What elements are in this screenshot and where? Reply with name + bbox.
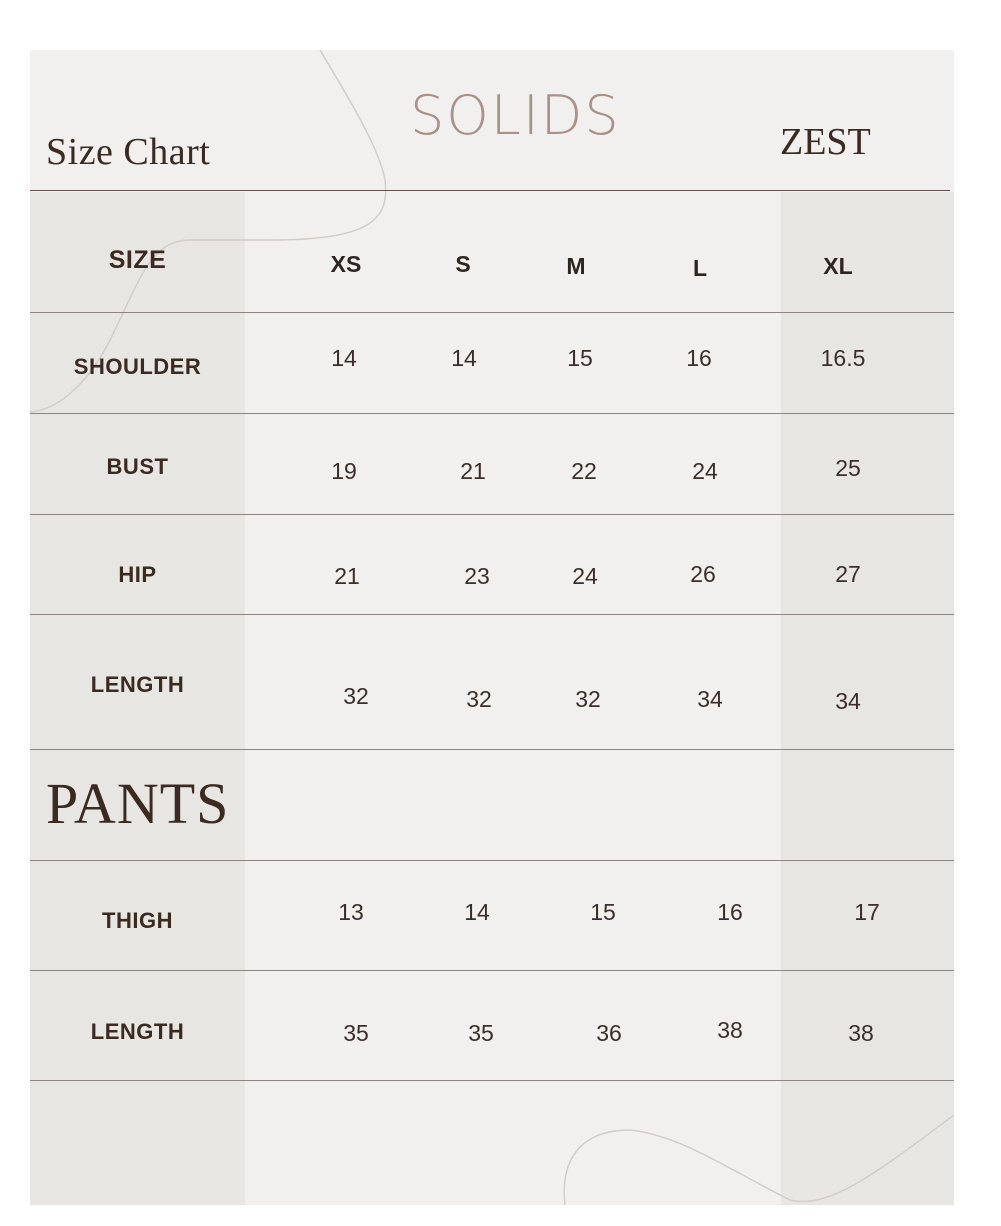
size-chart-title: Size Chart bbox=[46, 131, 211, 173]
table-cell: 14 bbox=[464, 899, 490, 925]
table-cell: 32 bbox=[575, 686, 601, 712]
table-cell: 35 bbox=[343, 1020, 369, 1046]
table-cell: 21 bbox=[334, 563, 360, 589]
table-cell: 34 bbox=[697, 686, 723, 712]
table-cell: 17 bbox=[854, 899, 880, 925]
size-xl-header: XL bbox=[823, 253, 853, 279]
row-divider bbox=[30, 514, 954, 515]
size-header-label: SIZE bbox=[108, 246, 167, 274]
table-cell: 16 bbox=[686, 345, 712, 371]
row-label-pants-length: LENGTH bbox=[90, 1019, 185, 1044]
table-cell: 16 bbox=[717, 899, 743, 925]
table-cell: 13 bbox=[338, 899, 364, 925]
row-divider bbox=[30, 614, 954, 615]
table-cell: 26 bbox=[690, 561, 716, 587]
row-label-shoulder: SHOULDER bbox=[73, 354, 202, 379]
table-cell: 24 bbox=[572, 563, 598, 589]
table-cell: 27 bbox=[835, 561, 861, 587]
row-divider bbox=[30, 1080, 954, 1081]
size-xs-header: XS bbox=[330, 251, 362, 277]
size-m-header: M bbox=[566, 253, 586, 279]
table-cell: 15 bbox=[567, 345, 593, 371]
table-cell: 19 bbox=[331, 458, 357, 484]
size-chart-card bbox=[30, 50, 954, 1205]
table-cell: 25 bbox=[835, 455, 861, 481]
table-cell: 38 bbox=[717, 1017, 743, 1043]
table-cell: 24 bbox=[692, 458, 718, 484]
row-divider bbox=[30, 860, 954, 861]
table-cell: 36 bbox=[596, 1020, 622, 1046]
row-label-thigh: THIGH bbox=[102, 908, 173, 933]
pants-section-title: PANTS bbox=[46, 771, 230, 836]
collection-title: ZEST bbox=[780, 121, 871, 163]
table-cell: 35 bbox=[468, 1020, 494, 1046]
table-cell: 15 bbox=[590, 899, 616, 925]
brand-logo: SOLIDS bbox=[410, 84, 621, 147]
table-cell: 34 bbox=[835, 688, 861, 714]
header-divider bbox=[30, 190, 950, 191]
table-cell: 14 bbox=[451, 345, 477, 371]
table-cell: 16.5 bbox=[820, 345, 866, 371]
table-cell: 38 bbox=[848, 1020, 874, 1046]
size-l-header: L bbox=[692, 255, 708, 281]
table-cell: 22 bbox=[571, 458, 597, 484]
table-cell: 32 bbox=[343, 683, 369, 709]
size-s-header: S bbox=[455, 251, 471, 277]
table-cell: 14 bbox=[331, 345, 357, 371]
row-divider bbox=[30, 970, 954, 971]
table-cell: 32 bbox=[466, 686, 492, 712]
table-cell: 23 bbox=[464, 563, 490, 589]
row-divider bbox=[30, 413, 954, 414]
row-divider bbox=[30, 312, 954, 313]
table-cell: 21 bbox=[460, 458, 486, 484]
row-label-length: LENGTH bbox=[90, 672, 185, 697]
row-label-bust: BUST bbox=[106, 454, 169, 479]
row-label-hip: HIP bbox=[118, 562, 157, 587]
row-divider bbox=[30, 749, 954, 750]
